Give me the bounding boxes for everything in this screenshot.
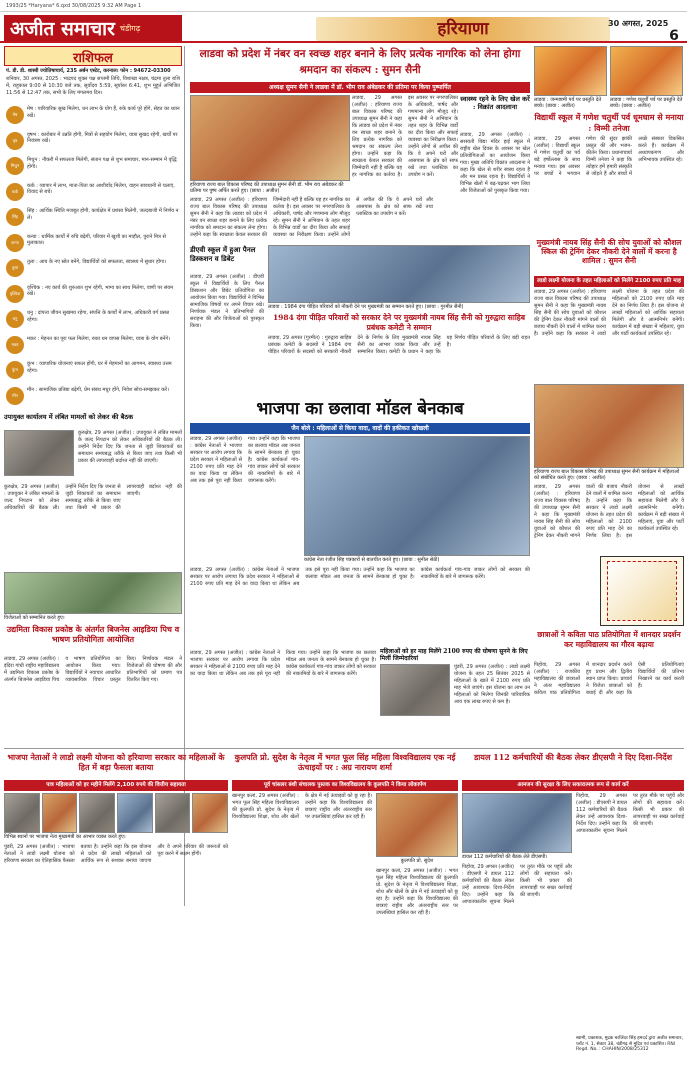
bottom-mid-caption: कुलपति प्रो. सुदेश <box>400 858 434 864</box>
zodiac-row <box>6 387 180 414</box>
dav-body: लाडवा, 29 अगस्त (अजीत) : डीएवी स्कूल में विद्यार्थियों के लिए पैनल डिस्कशन और डिबेट प्रतियोगिता का आयोजन किया गया। विद्यार्थियों ने विभिन्न सामाजिक विषयों पर अपने विचार रखे। निर्णायक मंडल ने प्रतिभागियों की सराहना की और विजेताओं को पुरस्कृत किया। <box>190 274 264 329</box>
zodiac-forecast: कर्क : व्यापार में लाभ, माता-पिता का आशीर्वाद मिलेगा, वाहन सावधानी से चलाएं, विवाद से बचें। <box>27 182 175 195</box>
bjp-caption: कांग्रेस नेता रंजीत सिंह पत्रकारों से बातचीत करते हुए। (छाया : सुनील सेठी) <box>304 557 440 563</box>
rashifal-byline: पं. डी. डी. शास्त्री ज्योतिषाचार्य, 235 अर्बन एस्टेट, करनाल। फोन : 94672-03300 <box>6 68 171 74</box>
cm-body-a: लाडवा, 29 अगस्त (अजीत) : हरियाणा राज्य बाल विकास परिषद की उपाध्यक्ष सुमन सैनी ने कहा कि मुख्यमंत्री नायब सिंह सैनी की सोच युवाओं को कौशल की ट्रेनिंग देकर नौकरी मांगने वालों की बजाय नौकरी देने वालों में शामिल करना है। उन्होंने कहा कि सरकार ने लाडो लक्ष्मी योजना के तहत प्रदेश की महिलाओं को 2100 रुपए प्रति माह देने का निर्णय लिया है। इस योजना से लाखों महिलाओं को आर्थिक सहायता मिलेगी और वे आत्मनिर्भर बनेंगी। कार्यक्रम में बड़ी संख्या में महिलाएं, युवा और पार्टी कार्यकर्ता उपस्थित रहे। <box>534 289 684 337</box>
portrait <box>117 793 153 833</box>
children-caption: लाडवा : गणेश चतुर्थी पर्व पर प्रस्तुति देते बच्चे। (छाया : अजीत) <box>610 97 683 109</box>
zodiac-row <box>6 157 180 184</box>
women-photo <box>380 664 450 716</box>
bottom-left-strap: पात्र महिलाओं को हर महीने मिलेंगे 2,100 रुपये की वित्तीय सहायता <box>4 780 228 791</box>
zodiac-sign-icon: वृश्चिक <box>6 285 24 303</box>
lead-body-a: लाडवा, 29 अगस्त (अजीत) : हरियाणा राज्य बाल विकास परिषद की उपाध्यक्ष सुमन सैनी ने कहा कि लाडवा को प्रदेश में नंबर वन स्वच्छ शहर बनाने के लिए प्रत्येक नागरिक को श्रमदान का संकल्प लेना होगा। उन्होंने कहा कि स्वच्छता केवल सरकार की जिम्मेदारी नहीं है बल्कि यह हर नागरिक का कर्तव्य है। इस अवसर पर नगरपालिका के अधिकारी, पार्षद और गणमान्य लोग मौजूद रहे। सुमन सैनी ने अभियान के तहत शहर के विभिन्न वार्डों का दौरा किया और सफाई व्यवस्था का निरीक्षण किया। उन्होंने लोगों से अपील की कि वे अपने घरों और आसपास के क्षेत्र को साफ रखें तथा प्लास्टिक का उपयोग न करें। <box>190 197 433 238</box>
school-event-caption: लाडवा : जन्माष्टमी पर्व पर प्रस्तुति देते बच्चे। (छाया : अजीत) <box>534 97 602 109</box>
bottom-left-headline: भाजपा नेताओं ने लाडो लक्ष्मी योजना को हरियाणा सरकार का महिलाओं के हित में बड़ा फैसला बताया <box>7 752 225 772</box>
section-banner <box>316 17 610 41</box>
vice-chancellor-photo <box>376 793 458 857</box>
ganesh-headline: विद्यार्थी स्कूल में गणेश चतुर्थी पर्व धूमधाम से मनाया : विम्मी तनेजा <box>534 112 684 133</box>
zodiac-sign-icon: मीन <box>6 387 24 405</box>
cm-event-photo <box>534 384 684 468</box>
lead-body-b: लाडवा, 29 अगस्त (अजीत) : हरियाणा राज्य बाल विकास परिषद की उपाध्यक्ष सुमन सैनी ने कहा कि लाडवा को प्रदेश में नंबर वन स्वच्छ शहर बनाने के लिए प्रत्येक नागरिक को श्रमदान का संकल्प लेना होगा। उन्होंने कहा कि स्वच्छता केवल सरकार की जिम्मेदारी नहीं है बल्कि यह हर नागरिक का कर्तव्य है। इस अवसर पर नगरपालिका के अधिकारी, पार्षद और गणमान्य लोग मौजूद रहे। सुमन सैनी ने अभियान के तहत शहर के विभिन्न वार्डों का दौरा किया और सफाई व्यवस्था का निरीक्षण किया। उन्होंने लोगों से अपील की कि वे अपने घरों और आसपास के क्षेत्र को साफ रखें तथा प्लास्टिक का उपयोग न करें। <box>352 95 458 178</box>
women-headline: महिलाओं को हर माह मिलेंगे 2100 रुपए की घोषणा सुनने के लिए मिलीं जिम्मेदारियां <box>380 648 528 662</box>
bottom-mid-body-b: खानपुर कलां, 29 अगस्त (अजीत) : भगत फूल सिंह महिला विश्वविद्यालय की कुलपति प्रो. सुदेश के नेतृत्व में विश्वविद्यालय शिक्षा, शोध और खेलों के क्षेत्र में नई ऊंचाइयों को छू रहा है। उन्होंने कहा कि विश्वविद्यालय की छात्राएं राष्ट्रीय और अंतरराष्ट्रीय स्तर पर उपलब्धियां हासिल कर रही हैं। <box>376 868 458 916</box>
notice-body-b: कुरुक्षेत्र, 29 अगस्त (अजीत) : उपायुक्त ने लंबित मामलों के जल्द निपटान को लेकर अधिकारियों की बैठक ली। उन्होंने निर्देश दिए कि जनता से जुड़ी शिकायतों का समाधान समयबद्ध तरीके से किया जाए तथा किसी भी प्रकार की लापरवाही बर्दाश्त नहीं की जाएगी। <box>4 484 182 511</box>
business-headline: उद्यमिता विकास प्रकोष्ठ के अंतर्गत बिजनेस आइडिया पिच व भाषण प्रतियोगिता आयोजित <box>6 624 180 644</box>
riot-headline: 1984 दंगा पीड़ित परिवारों को सरकार देने पर मुख्यमंत्री नायब सिंह सैनी को गुरुद्वारा साहिब प्रबंधक कमेटी ने सम्मान <box>272 313 526 332</box>
zodiac-row <box>6 310 180 337</box>
lead-caption: हरियाणा राज्य बाल विकास परिषद की उपाध्यक्ष सुमन सैनी डॉ. भीम राव अंबेडकर की प्रतिमा पर पुष्प अर्पित करते हुए। (छाया : अजीत) <box>190 182 344 194</box>
bottom-mid-body-a: खानपुर कलां, 29 अगस्त (अजीत) : भगत फूल सिंह महिला विश्वविद्यालय की कुलपति प्रो. सुदेश के नेतृत्व में विश्वविद्यालय शिक्षा, शोध और खेलों के क्षेत्र में नई ऊंचाइयों को छू रहा है। उन्होंने कहा कि विश्वविद्यालय की छात्राएं राष्ट्रीय और अंतरराष्ट्रीय स्तर पर उपलब्धियां हासिल कर रही हैं। <box>232 793 372 820</box>
lead-photo <box>190 95 350 181</box>
bjp-press-photo <box>304 436 530 556</box>
portrait <box>42 793 78 833</box>
business-photo <box>4 572 182 614</box>
cm-headline: मुख्यमंत्री नायब सिंह सैनी की सोच युवाओं को कौशल स्किल की ट्रेनिंग देकर नौकरी देने वालों में करना है शामिल : सुमन सैनी <box>536 238 682 265</box>
bottom-left-portraits <box>4 793 228 833</box>
zodiac-sign-icon: धनु <box>6 310 24 328</box>
dial-112-meeting-photo <box>462 793 572 853</box>
cm-caption: हरियाणा राज्य बाल विकास परिषद की उपाध्यक्ष सुमन सैनी कार्यक्रम में महिलाओं को संबोधित करते हुए। (छाया : अजीत) <box>534 469 680 481</box>
riot-caption: लाडवा : 1984 दंगा पीड़ित परिवारों को नौकरी देने पर मुख्यमंत्री का सम्मान करते हुए। (छाया : गुरमीत सैनी) <box>268 304 464 310</box>
sports-body: लाडवा, 29 अगस्त (अजीत) : सरस्वती विद्या मंदिर हाई स्कूल में राष्ट्रीय खेल दिवस के अवसर पर खेल प्रतियोगिताओं का आयोजन किया गया। मुख्य अतिथि विक्रांत आदलाना ने कहा कि खेल से शरीर स्वस्थ रहता है और मन प्रसन्न रहता है। विद्यार्थियों ने विभिन्न खेलों में बढ़-चढ़कर भाग लिया और विजेताओं को पुरस्कृत किया गया। <box>460 132 530 194</box>
zodiac-sign-icon: कुंभ <box>6 361 24 379</box>
bottom-mid-headline: कुलपति प्रो. सुदेश के नेतृत्व में भगत फूल सिंह महिला विश्वविद्यालय एक नई ऊंचाइयों पर : अग्र नारायण शर्मा <box>234 752 456 772</box>
notice-headline: उपायुक्त कार्यालय में लंबित मामलों को लेकर की बैठक <box>4 413 134 421</box>
zodiac-sign-icon: कन्या <box>6 234 24 252</box>
bottom-mid-strap: पूर्व चांसलर बंशी संचालक पुस्तक का विश्वविद्यालय के कुलपति ने किया लोकार्पण <box>232 780 458 791</box>
portrait <box>192 793 228 833</box>
portrait <box>4 793 40 833</box>
bottom-right-body-a: पिहोवा, 29 अगस्त (अजीत) : डीएसपी ने डायल 112 कर्मचारियों की बैठक लेकर उन्हें आवश्यक दिशा-निर्देश दिए। उन्होंने कहा कि आपातकालीन सूचना मिलने पर तुरंत मौके पर पहुंचें और लोगों की सहायता करें। किसी भी प्रकार की लापरवाही पर सख्त कार्रवाई की जाएगी। <box>576 793 684 834</box>
lead-strap: अध्यक्ष सुमन सैनी ने लाडवा में डॉ. भीम राव अंबेडकर की प्रतिमा पर किया पुष्पार्पित <box>190 82 530 93</box>
dignitaries-photo <box>268 245 530 303</box>
riot-body: लाडवा, 29 अगस्त (गुरमीत) : गुरुद्वारा साहिब प्रबंधक कमेटी के सदस्यों ने 1984 दंगा पीड़ित परिवारों के सदस्यों को सरकारी नौकरी देने के निर्णय के लिए मुख्यमंत्री नायब सिंह सैनी का आभार व्यक्त किया और उन्हें सम्मानित किया। कमेटी के प्रधान ने कहा कि यह निर्णय पीड़ित परिवारों के लिए बड़ी राहत है। <box>268 335 530 355</box>
side-notice-ad <box>600 556 684 626</box>
rashifal-header <box>4 46 182 66</box>
ganesh-body: लाडवा, 29 अगस्त (अजीत) : विद्यार्थी स्कूल में गणेश चतुर्थी का पर्व बड़े हर्षोल्लास के साथ मनाया गया। इस अवसर पर बच्चों ने भगवान गणेश की सुंदर झांकी प्रस्तुत की और भजन-कीर्तन किया। प्रधानाचार्या विम्मी तनेजा ने कहा कि त्योहार हमें हमारी संस्कृति से जोड़ते हैं और बच्चों में अच्छे संस्कार विकसित करते हैं। कार्यक्रम में अध्यापकगण और अभिभावक उपस्थित रहे। <box>534 136 684 177</box>
zodiac-sign-icon: वृष <box>6 132 24 150</box>
zodiac-forecast: वृश्चिक : नए कार्य की शुरुआत शुभ रहेगी, भाग्य का साथ मिलेगा, वाणी पर संयम रखें। <box>27 284 174 297</box>
zodiac-forecast: वृषभ : कारोबार में उन्नति होगी, मित्रों से सहयोग मिलेगा, यात्रा सुखद रहेगी, खर्चों पर नियंत्रण रखें। <box>27 131 178 144</box>
bjp-body-b: लाडवा, 29 अगस्त (अजीत) : कांग्रेस नेताओं ने भाजपा सरकार पर आरोप लगाया कि प्रदेश सरकार ने महिलाओं से 2100 रुपए प्रति माह देने का वादा किया था लेकिन अब तक इसे पूरा नहीं किया गया। उन्होंने कहा कि भाजपा का छलावा मॉडल अब जनता के सामने बेनकाब हो चुका है। कांग्रेस कार्यकर्ता गांव-गांव जाकर लोगों को सरकार की नाकामियों के बारे में जागरूक करेंगे। <box>190 567 530 587</box>
zodiac-forecast: तुला : आय के नए स्रोत बनेंगे, विद्यार्थियों को सफलता, स्वास्थ्य में सुधार होगा। <box>27 259 167 265</box>
school-event-photo <box>534 46 607 96</box>
dav-headline: डीएवी स्कूल में हुआ पैनल डिस्कशन व डिबेट <box>190 245 256 263</box>
sports-headline: स्वास्थ्य रहने के लिए खेल करें : विक्रांत आदलाना <box>460 95 530 111</box>
portrait <box>79 793 115 833</box>
bottom-right-headline: डायल 112 कर्मचारियों की बैठक लेकर डीएसपी ने दिए दिशा-निर्देश <box>473 752 673 762</box>
cm-body-b: लाडवा, 29 अगस्त (अजीत) : हरियाणा राज्य बाल विकास परिषद की उपाध्यक्ष सुमन सैनी ने कहा कि मुख्यमंत्री नायब सिंह सैनी की सोच युवाओं को कौशल की ट्रेनिंग देकर नौकरी मांगने वालों की बजाय नौकरी देने वालों में शामिल करना है। उन्होंने कहा कि सरकार ने लाडो लक्ष्मी योजना के तहत प्रदेश की महिलाओं को 2100 रुपए प्रति माह देने का निर्णय लिया है। इस योजना से लाखों महिलाओं को आर्थिक सहायता मिलेगी और वे आत्मनिर्भर बनेंगी। कार्यक्रम में बड़ी संख्या में महिलाएं, युवा और पार्टी कार्यकर्ता उपस्थित रहे। <box>534 484 684 539</box>
zodiac-forecast: मीन : सामाजिक प्रतिष्ठा बढ़ेगी, प्रेम संबंध मधुर होंगे, निवेश सोच-समझकर करें। <box>27 386 169 393</box>
bottom-right-caption: डायल 112 कर्मचारियों की बैठक लेते डीएसपी। <box>462 854 548 860</box>
zodiac-forecast: मिथुन : नौकरी में सफलता मिलेगी, संतान पक्ष से शुभ समाचार, मान-सम्मान में वृद्धि होगी। <box>27 157 177 170</box>
zodiac-row <box>6 259 180 286</box>
bottom-right-body-b: पिहोवा, 29 अगस्त (अजीत) : डीएसपी ने डायल 112 कर्मचारियों की बैठक लेकर उन्हें आवश्यक दिशा-निर्देश दिए। उन्होंने कहा कि आपातकालीन सूचना मिलने पर तुरंत मौके पर पहुंचें और लोगों की सहायता करें। किसी भी प्रकार की लापरवाही पर सख्त कार्रवाई की जाएगी। <box>462 864 572 905</box>
edition-city: चंडीगढ़ <box>119 23 141 33</box>
zodiac-sign-icon: तुला <box>6 259 24 277</box>
page-number: 6 <box>669 28 679 44</box>
newspaper-logo: अजीत समाचार <box>10 18 115 40</box>
footer-imprint: स्वामी, प्रकाशक, मुद्रक बरजिंदर सिंह हमदर्द द्वारा अजीत समाचार, प्लॉट नं. 1, सेक्टर 38, चंडीगढ़ से मुद्रित एवं प्रकाशित। RNI Regd. No. : CHAHIN/2008/25312 <box>576 1036 683 1052</box>
zodiac-row <box>6 234 180 261</box>
zodiac-forecast: कुंभ : व्यापारिक योजनाएं सफल होंगी, घर में मेहमानों का आगमन, स्वास्थ्य उत्तम रहेगा। <box>27 361 172 374</box>
zodiac-sign-icon: मेष <box>6 106 24 124</box>
zodiac-forecast: कन्या : धार्मिक कार्यों में रुचि बढ़ेगी, परिवार में खुशी का माहौल, पुराने मित्र से मुलाकात। <box>27 233 166 246</box>
bjp-headline: भाजपा का छलावा मॉडल बेनकाब <box>256 399 464 419</box>
zodiac-forecast: सिंह : आर्थिक स्थिति मजबूत होगी, कार्यक्षेत्र में प्रशंसा मिलेगी, जल्दबाजी में निर्णय न लें। <box>27 208 179 221</box>
section-title: हरियाणा <box>437 19 489 39</box>
zodiac-forecast: मकर : मेहनत का पूरा फल मिलेगा, रुका धन वापस मिलेगा, यात्रा के योग बनेंगे। <box>27 335 171 342</box>
rashifal-intro: शनिवार, 30 अगस्त, 2025 : भाद्रपद शुक्ल पक्ष सप्तमी तिथि, विशाखा नक्षत्र, चंद्रमा तुला राशि में, राहुकाल 9:00 से 10:30 बजे तक, सूर्योदय 5:59, सूर्यास्त 6:41, शुभ मुहूर्त अभिजित 11:56 से 12:47 तक, सभी के लिए मंगलमय दिन। <box>6 76 180 96</box>
zodiac-row <box>6 285 180 312</box>
award-body: पिहोवा, 29 अगस्त (अजीत) : राजकीय महाविद्यालय की छात्राओं ने अंतर महाविद्यालय कविता पाठ प्रतियोगिता में शानदार प्रदर्शन करते हुए प्रथम और द्वितीय स्थान प्राप्त किया। प्राचार्य ने विजेता छात्राओं को बधाई दी और कहा कि ऐसी प्रतियोगिताएं विद्यार्थियों की प्रतिभा निखारने का कार्य करती हैं। <box>534 662 684 696</box>
award-headline: छात्राओं ने कविता पाठ प्रतियोगिता में शानदार प्रदर्शन कर महाविद्यालय का गौरव बढ़ाया <box>537 630 681 649</box>
zodiac-sign-icon: कर्क <box>6 183 24 201</box>
bjp-body-c: लाडवा, 29 अगस्त (अजीत) : कांग्रेस नेताओं ने भाजपा सरकार पर आरोप लगाया कि प्रदेश सरकार ने महिलाओं से 2100 रुपए प्रति माह देने का वादा किया था लेकिन अब तक इसे पूरा नहीं किया गया। उन्होंने कहा कि भाजपा का छलावा मॉडल अब जनता के सामने बेनकाब हो चुका है। कांग्रेस कार्यकर्ता गांव-गांव जाकर लोगों को सरकार की नाकामियों के बारे में जागरूक करेंगे। <box>190 650 376 677</box>
portrait <box>155 793 191 833</box>
zodiac-row <box>6 183 180 210</box>
newspaper-logo-block <box>4 15 182 41</box>
zodiac-row <box>6 361 180 388</box>
bottom-left-caption: विभिन्न स्थानों पर भाजपा नेता मुख्यमंत्री का आभार व्यक्त करते हुए। <box>4 834 126 840</box>
bottom-left-body: पुंडरी, 29 अगस्त (अजीत) : भाजपा नेताओं ने लाडो लक्ष्मी योजना को हरियाणा सरकार का ऐतिहासिक फैसला बताया है। उन्होंने कहा कि इस योजना से प्रदेश की लाखों महिलाओं को आर्थिक रूप से सशक्त बनाया जाएगा और वे अपने परिवार की जरूरतों को पूरा करने में सक्षम होंगी। <box>4 844 228 864</box>
bjp-body-a: लाडवा, 29 अगस्त (अजीत) : कांग्रेस नेताओं ने भाजपा सरकार पर आरोप लगाया कि प्रदेश सरकार ने महिलाओं से 2100 रुपए प्रति माह देने का वादा किया था लेकिन अब तक इसे पूरा नहीं किया गया। उन्होंने कहा कि भाजपा का छलावा मॉडल अब जनता के सामने बेनकाब हो चुका है। कांग्रेस कार्यकर्ता गांव-गांव जाकर लोगों को सरकार की नाकामियों के बारे में जागरूक करेंगे। <box>190 436 300 484</box>
notice-body-a: कुरुक्षेत्र, 29 अगस्त (अजीत) : उपायुक्त ने लंबित मामलों के जल्द निपटान को लेकर अधिकारियों की बैठक ली। उन्होंने निर्देश दिए कि जनता से जुड़ी शिकायतों का समाधान समयबद्ध तरीके से किया जाए तथा किसी भी प्रकार की लापरवाही बर्दाश्त नहीं की जाएगी। <box>78 430 182 464</box>
bjp-strap: जैन बोले : महिलाओं से किया वादा, वादों की हकीकत खोखली <box>190 423 530 434</box>
zodiac-row <box>6 336 180 363</box>
business-body: लाडवा, 29 अगस्त (अजीत) : इंदिरा गांधी राष्ट्रीय महाविद्यालय में उद्यमिता विकास प्रकोष्ठ के अंतर्गत बिजनेस आइडिया पिच व भाषण प्रतियोगिता का आयोजन किया गया। विद्यार्थियों ने नवाचार आधारित व्यावसायिक विचार प्रस्तुत किए। निर्णायक मंडल ने विजेताओं की घोषणा की और प्रतिभागियों को प्रमाण पत्र वितरित किए गए। <box>4 656 182 683</box>
women-body: पुंडरी, 29 अगस्त (अजीत) : लाडो लक्ष्मी योजना के तहत 25 सितंबर 2025 से महिलाओं के खाते में 2100 रुपए प्रति माह भेजे जाएंगे। इस योजना का लाभ उन महिलाओं को मिलेगा जिनकी पारिवारिक आय एक लाख रुपए से कम है। <box>454 664 530 705</box>
rashifal-title: राशिफल <box>73 51 113 66</box>
business-caption: विजेताओं को सम्मानित करते हुए। <box>4 615 65 621</box>
zodiac-forecast: धनु : दांपत्य जीवन सुखमय रहेगा, संपत्ति के कार्यों में लाभ, अधिकारी वर्ग प्रसन्न रहेगा। <box>27 310 169 323</box>
cm-strap: लाडो लक्ष्मी योजना के तहत महिलाओं को मिलेंगे 2100 रुपए प्रति माह <box>534 276 684 287</box>
lead-headline: लाडवा को प्रदेश में नंबर वन स्वच्छ शहर बनाने के लिए प्रत्येक नागरिक को लेना होगा श्रमदान का संकल्प : सुमन सैनी <box>199 48 521 76</box>
issue-date: 30 अगस्त, 2025 <box>608 19 669 28</box>
notice-photo <box>4 430 74 476</box>
zodiac-sign-icon: सिंह <box>6 208 24 226</box>
zodiac-row <box>6 132 180 159</box>
zodiac-forecast: मेष : पारिवारिक सुख मिलेगा, धन लाभ के योग हैं, रुके कार्य पूरे होंगे, सेहत का ध्यान रखें। <box>27 106 180 119</box>
bottom-right-strap: आमजन की सुरक्षा के लिए सकारात्मक रूप से कार्य करें <box>462 780 684 791</box>
print-slug: 1993/25 *Haryana* 6.qxd 30/08/2025 9:32 AM Page 1 <box>0 0 687 12</box>
zodiac-row <box>6 106 180 133</box>
zodiac-sign-icon: मिथुन <box>6 157 24 175</box>
zodiac-row <box>6 208 180 235</box>
masthead <box>0 13 687 43</box>
children-group-photo <box>610 46 683 96</box>
zodiac-sign-icon: मकर <box>6 336 24 354</box>
